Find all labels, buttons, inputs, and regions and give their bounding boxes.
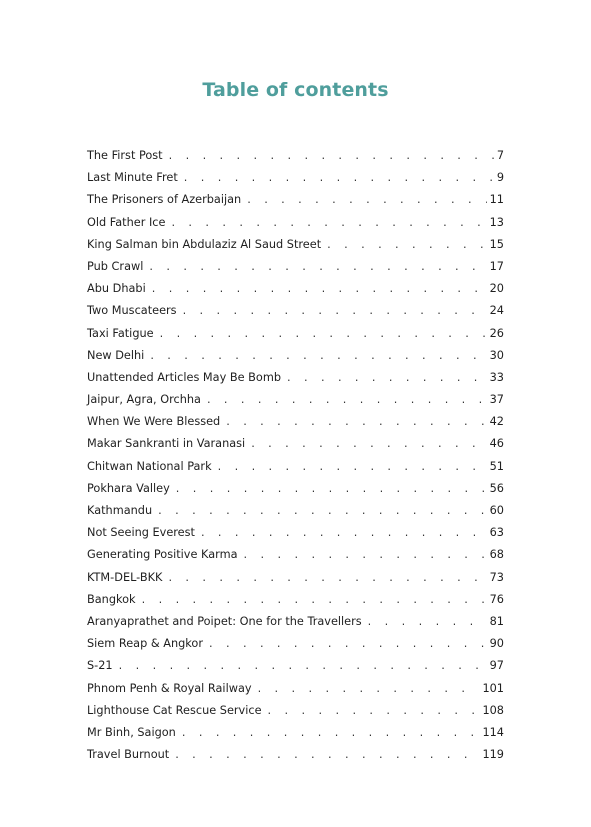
- dot-leader: [119, 655, 487, 677]
- toc-entry[interactable]: [87, 544, 504, 566]
- toc-entry[interactable]: [87, 744, 504, 766]
- toc-entry-title: KTM-DEL-BKK: [87, 570, 163, 584]
- dot-leader: [158, 500, 486, 522]
- toc-entry[interactable]: [87, 367, 504, 389]
- toc-entry-title: When We Were Blessed: [87, 415, 221, 429]
- toc-entry-title: Travel Burnout: [87, 748, 170, 762]
- toc-entry[interactable]: [87, 189, 504, 211]
- toc-entry-page-number: 108: [482, 703, 504, 717]
- toc-entry-page-number: 13: [489, 215, 504, 229]
- dot-leader: [209, 633, 487, 655]
- toc-entry-title: Abu Dhabi: [87, 282, 146, 296]
- toc-entry-page-number: 60: [489, 504, 504, 517]
- dot-leader: [152, 278, 487, 300]
- toc-entry-title: S-21: [87, 659, 113, 673]
- toc-entry[interactable]: [87, 433, 504, 455]
- toc-entry-title: New Delhi: [87, 348, 145, 362]
- toc-entry-page-number: 51: [489, 459, 504, 473]
- dot-leader: [168, 567, 486, 589]
- toc-entry-page-number: 42: [489, 415, 504, 429]
- toc-entry[interactable]: [87, 278, 504, 300]
- toc-entry-page-number: 114: [482, 725, 504, 739]
- toc-entry[interactable]: [87, 478, 504, 500]
- dot-leader: [176, 478, 487, 500]
- toc-entry-page-number: 81: [489, 614, 504, 628]
- toc-entry-page-number: 97: [489, 659, 504, 673]
- toc-entry-title: Old Father Ice: [87, 215, 166, 229]
- toc-entry-page-number: 68: [489, 548, 504, 562]
- toc-entry[interactable]: [87, 145, 504, 167]
- toc-entry-title: Unattended Articles May Be Bomb: [87, 370, 281, 384]
- toc-entry-page-number: 20: [489, 282, 504, 296]
- dot-leader: [268, 700, 480, 722]
- dot-leader: [258, 678, 480, 700]
- toc-entry-page-number: 7: [496, 149, 504, 162]
- dot-leader: [149, 256, 486, 278]
- dot-leader: [226, 411, 486, 433]
- toc-entry-title: Jaipur, Agra, Orchha: [87, 393, 201, 407]
- toc-entry-title: Not Seeing Everest: [87, 526, 195, 540]
- toc-entry-page-number: 26: [489, 326, 504, 340]
- dot-leader: [160, 323, 487, 345]
- toc-entry-page-number: 15: [489, 237, 504, 251]
- toc-entry[interactable]: [87, 700, 504, 722]
- toc-entry[interactable]: [87, 234, 504, 256]
- toc-entry-page-number: 101: [482, 681, 504, 695]
- toc-entry-page-number: 37: [489, 393, 504, 407]
- toc-entry[interactable]: [87, 589, 504, 611]
- toc-entry-page-number: 33: [489, 370, 504, 384]
- dot-leader: [368, 611, 487, 633]
- toc-entry-title: Pub Crawl: [87, 259, 144, 273]
- toc-entry-page-number: 30: [489, 348, 504, 362]
- toc-entry-title: Pokhara Valley: [87, 481, 170, 495]
- toc-entry[interactable]: [87, 633, 504, 655]
- dot-leader: [207, 389, 487, 411]
- toc-entry-title: Phnom Penh & Royal Railway: [87, 681, 252, 695]
- toc-entry-page-number: 56: [489, 481, 504, 495]
- toc-entry-page-number: 11: [489, 193, 504, 207]
- toc-entry[interactable]: [87, 167, 504, 189]
- toc-entry-title: Two Muscateers: [87, 304, 177, 318]
- toc-entry-title: Kathmandu: [87, 504, 153, 517]
- dot-leader: [247, 189, 486, 211]
- toc-entry[interactable]: [87, 500, 504, 522]
- toc-entry-page-number: 63: [489, 526, 504, 540]
- toc-entry-title: The First Post: [87, 149, 163, 162]
- toc-entry-title: Taxi Fatigue: [87, 326, 154, 340]
- dot-leader: [244, 544, 487, 566]
- toc-entry-title: Aranyaprathet and Poipet: One for the Travellers: [87, 614, 362, 628]
- toc-entry[interactable]: [87, 256, 504, 278]
- toc-entry-title: Lighthouse Cat Rescue Service: [87, 703, 262, 717]
- toc-entry-title: Mr Binh, Saigon: [87, 725, 176, 739]
- dot-leader: [183, 300, 487, 322]
- dot-leader: [175, 744, 479, 766]
- toc-entry-title: Chitwan National Park: [87, 459, 212, 473]
- dot-leader: [184, 167, 494, 189]
- toc-entry-title: The Prisoners of Azerbaijan: [87, 193, 242, 207]
- toc-entry[interactable]: [87, 722, 504, 744]
- toc-entry[interactable]: [87, 567, 504, 589]
- dot-leader: [327, 234, 487, 256]
- toc-entry[interactable]: [87, 389, 504, 411]
- toc-entry[interactable]: [87, 212, 504, 234]
- toc-entry[interactable]: [87, 522, 504, 544]
- toc-entry[interactable]: [87, 345, 504, 367]
- toc-entry[interactable]: [87, 323, 504, 345]
- toc-entry-page-number: 17: [489, 259, 504, 273]
- toc-entry-page-number: 76: [489, 592, 504, 606]
- toc-entry-page-number: 9: [496, 171, 504, 185]
- dot-leader: [201, 522, 487, 544]
- toc-entry-page-number: 24: [489, 304, 504, 318]
- dot-leader: [182, 722, 480, 744]
- toc-entry[interactable]: [87, 678, 504, 700]
- dot-leader: [287, 367, 487, 389]
- dot-leader: [150, 345, 486, 367]
- page-title: Table of contents: [202, 78, 389, 101]
- toc-entry-title: Last Minute Fret: [87, 171, 178, 185]
- toc-entry[interactable]: [87, 456, 504, 478]
- dot-leader: [251, 433, 486, 455]
- toc-entry[interactable]: [87, 611, 504, 633]
- toc-entry-title: Bangkok: [87, 592, 136, 606]
- toc-entry[interactable]: [87, 300, 504, 322]
- toc-entry-page-number: 46: [489, 437, 504, 451]
- dot-leader: [169, 145, 494, 167]
- toc-entry-page-number: 73: [489, 570, 504, 584]
- dot-leader: [218, 456, 487, 478]
- toc-entry[interactable]: [87, 411, 504, 433]
- toc-entry-title: King Salman bin Abdulaziz Al Saud Street: [87, 237, 322, 251]
- toc-entry-page-number: 119: [482, 748, 504, 762]
- dot-leader: [171, 212, 486, 234]
- toc-entry-title: Generating Positive Karma: [87, 548, 238, 562]
- toc-entry[interactable]: [87, 655, 504, 677]
- dot-leader: [142, 589, 487, 611]
- toc-entry-title: Makar Sankranti in Varanasi: [87, 437, 246, 451]
- toc-entry-title: Siem Reap & Angkor: [87, 637, 203, 651]
- toc-entry-page-number: 90: [489, 637, 504, 651]
- table-of-contents: [87, 145, 504, 766]
